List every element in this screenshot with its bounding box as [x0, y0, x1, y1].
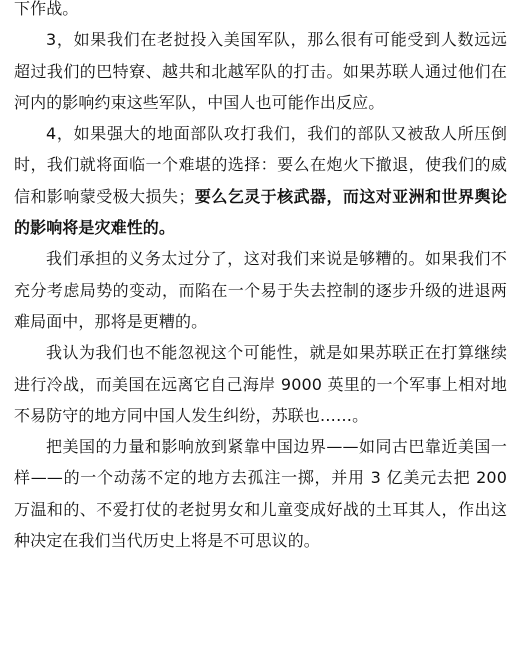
paragraph-conclusion: [14, 431, 507, 556]
text-run: 我们承担的义务太过分了，这对我们来说是够糟的。如果我们不充分考虑局势的变动，而陷在一个易于失去控制的逐步升级的进退两难局面中，那将是更糟的。: [14, 249, 507, 331]
paragraph-obligations: [14, 243, 507, 337]
text-run: 3，如果我们在老挝投入美国军队，那么很有可能受到人数远远超过我们的巴特寮、越共和北越军队的打击。如果苏联人通过他们在河内的影响约束这些军队，中国人也可能作出反应。: [14, 30, 507, 112]
text-run: 下作战。: [14, 0, 79, 18]
text-run: 我认为我们也不能忽视这个可能性，就是如果苏联正在打算继续进行冷战，而美国在远离它自己海岸 9000 英里的一个军事上相对地不易防守的地方同中国人发生纠纷，苏联也……。: [14, 343, 507, 425]
paragraph-continuation: [14, 0, 507, 24]
paragraph-point-4: [14, 118, 507, 243]
text-run: 把美国的力量和影响放到紧靠中国边界——如同古巴靠近美国一样——的一个动荡不定的地方去孤注一掷，并用 3 亿美元去把 200 万温和的、不爱打仗的老挝男女和儿童变成好战的土耳其人，作出这种决定在我们当代历史上将是不可思议的。: [14, 437, 507, 551]
text-run: 4，如果强大的地面部队攻打我们，我们的部队又被敌人所压倒时，我们就将面临一个难堪的选择：要么在炮火下撤退，使我们的威信和影响蒙受极大损失；: [14, 124, 507, 206]
paragraph-soviet-possibility: [14, 337, 507, 431]
paragraph-point-3: [14, 24, 507, 118]
bold-text-run: 要么乞灵于核武器，而这对亚洲和世界舆论的影响将是灾难性的。: [14, 186, 507, 238]
